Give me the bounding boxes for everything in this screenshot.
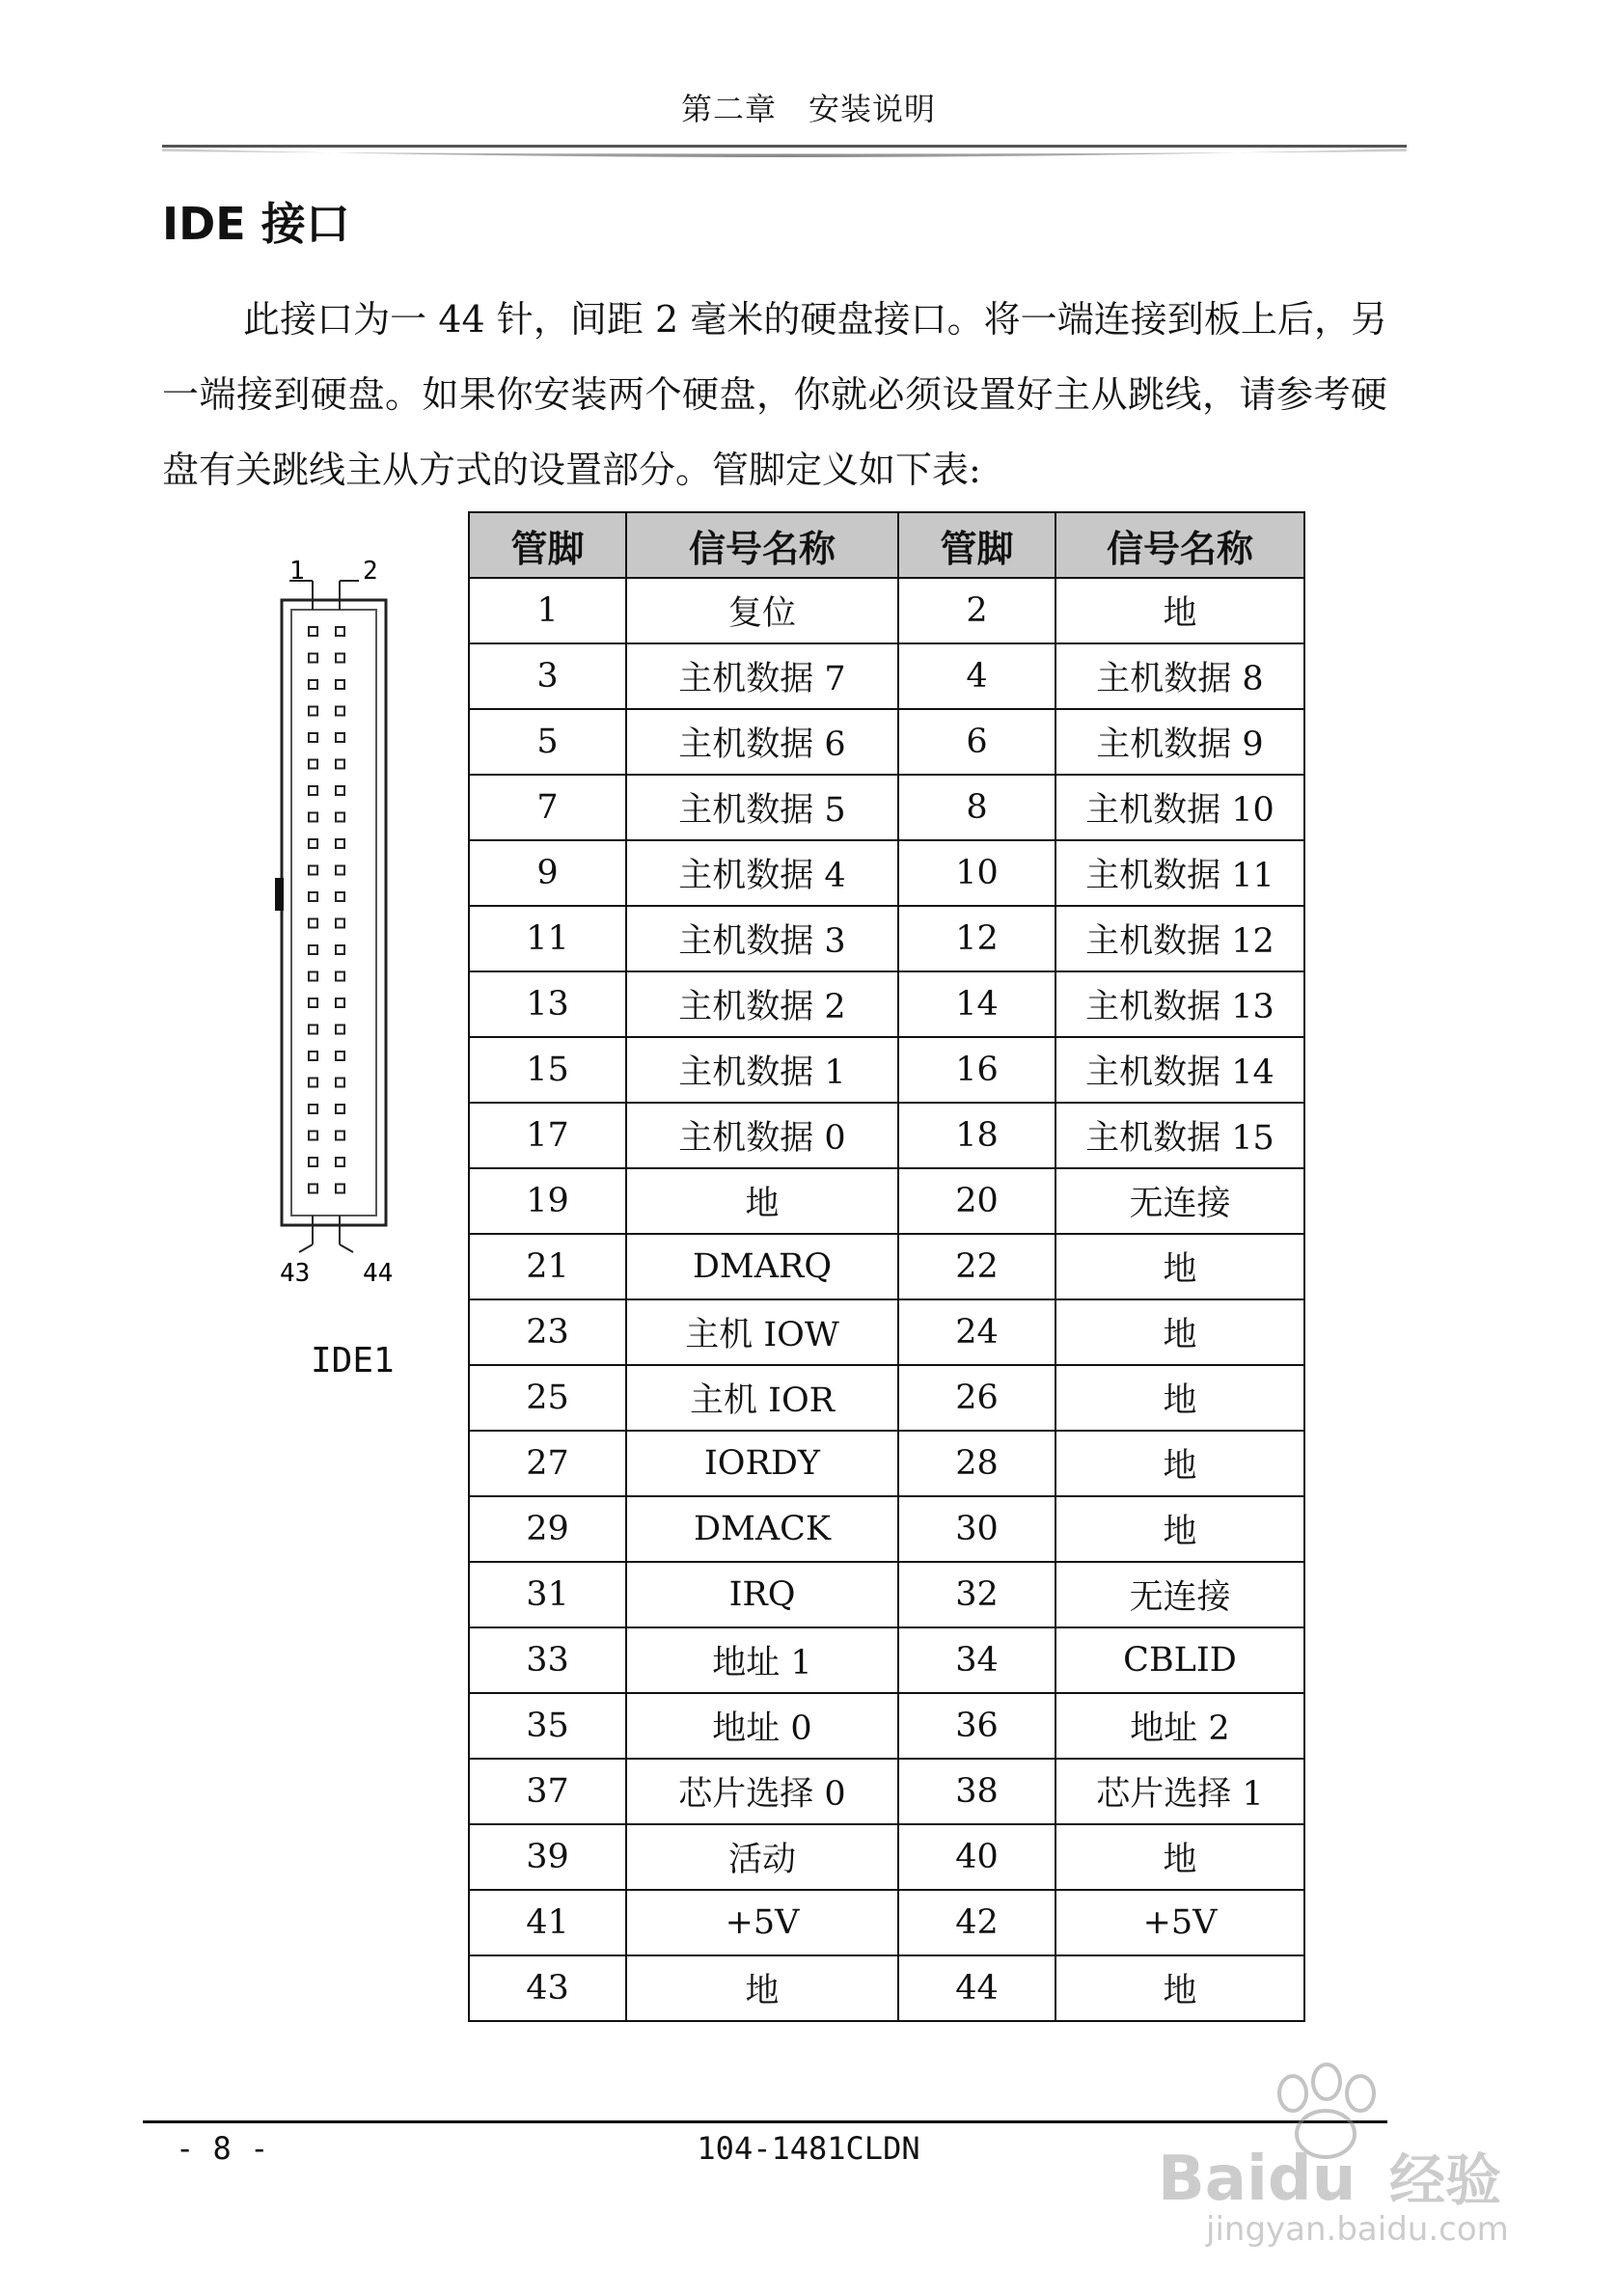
table-row [469,1693,1304,1759]
connector-pin [336,1052,344,1060]
connector-pin [336,945,344,954]
table-row [469,1037,1304,1103]
pin-number-cell: 8 [898,775,1055,840]
pin-number-cell: 19 [469,1168,626,1234]
signal-name-cell: 主机 IOW [626,1299,898,1365]
pin-number-cell: 36 [898,1693,1055,1759]
connector-pin [309,1079,317,1087]
signal-name-cell: 主机数据 13 [1055,971,1304,1037]
signal-name-cell: 地 [1055,1234,1304,1299]
connector-pin [336,813,344,822]
signal-name-cell: 地 [626,1955,898,2021]
connector-pin [336,866,344,875]
connector-pin [309,1132,317,1140]
pin-number-cell: 34 [898,1627,1055,1693]
connector-pin [336,972,344,981]
table-row [469,1168,1304,1234]
connector-pin [309,892,317,901]
header-signal: 信号名称 [626,512,898,578]
connector-pin [309,1105,317,1113]
pin-number-cell: 6 [898,709,1055,775]
connector-pin [336,1185,344,1193]
signal-name-cell: 主机数据 4 [626,840,898,906]
table-row [469,578,1304,643]
signal-name-cell: 主机 IOR [626,1365,898,1431]
table-row [469,775,1304,840]
pin-number-cell: 33 [469,1627,626,1693]
signal-name-cell: 地址 1 [626,1627,898,1693]
signal-name-cell: DMARQ [626,1234,898,1299]
document-code: 104-1481CLDN [697,2130,920,2167]
connector-pin [336,1158,344,1166]
pin-number-cell: 42 [898,1890,1055,1955]
signal-name-cell: 主机数据 8 [1055,643,1304,709]
table-row [469,1496,1304,1562]
connector-pin [309,1052,317,1060]
header-pin: 管脚 [469,512,626,578]
table-row [469,1824,1304,1890]
header-divider [162,143,1407,162]
pin-number-cell: 10 [898,840,1055,906]
pin-number-cell: 24 [898,1299,1055,1365]
signal-name-cell: 地 [1055,1431,1304,1496]
connector-pin [336,1079,344,1087]
ide-connector-diagram [270,560,434,1293]
pin-number-cell: 21 [469,1234,626,1299]
connector-pin [336,733,344,742]
pin-number-cell: 30 [898,1496,1055,1562]
table-body [469,578,1304,2021]
pin-number-cell: 9 [469,840,626,906]
pin-number-cell: 3 [469,643,626,709]
signal-name-cell: 主机数据 11 [1055,840,1304,906]
table-row [469,1627,1304,1693]
connector-pin [309,1185,317,1193]
connector-pin [309,866,317,875]
signal-name-cell: CBLID [1055,1627,1304,1693]
pin-number-cell: 13 [469,971,626,1037]
pin-number-cell: 28 [898,1431,1055,1496]
pin-number-cell: 4 [898,643,1055,709]
signal-name-cell: 主机数据 2 [626,971,898,1037]
connector-pin [309,1158,317,1166]
watermark-brand-suffix: 经验 [1389,2147,1502,2213]
pin-number-cell: 40 [898,1824,1055,1890]
connector-label-1: 1 [289,560,305,586]
connector-pin [336,786,344,795]
signal-name-cell: 地 [1055,1365,1304,1431]
pin-number-cell: 12 [898,906,1055,971]
table-header-row [469,512,1304,578]
signal-name-cell: 主机数据 9 [1055,709,1304,775]
signal-name-cell: 主机数据 3 [626,906,898,971]
connector-pin [336,1132,344,1140]
intro-paragraph-text: 此接口为一 44 针，间距 2 毫米的硬盘接口。将一端连接到板上后，另一端接到硬盘。如果你安装两个硬盘，你就必须设置好主从跳线，请参考硬盘有关跳线主从方式的设置部分。管脚定义如下表: [162,298,1387,491]
signal-name-cell: 地 [1055,1955,1304,2021]
signal-name-cell: 主机数据 0 [626,1103,898,1168]
pin-number-cell: 5 [469,709,626,775]
signal-name-cell: 芯片选择 1 [1055,1759,1304,1824]
connector-pin [336,707,344,716]
connector-pin [309,627,317,636]
watermark-brand: Baidu [1158,2144,1357,2215]
pin-number-cell: 26 [898,1365,1055,1431]
connector-label-44: 44 [363,1259,394,1288]
pin-number-cell: 16 [898,1037,1055,1103]
pin-number-cell: 43 [469,1955,626,2021]
table-row [469,643,1304,709]
table-row [469,1299,1304,1365]
connector-label-2: 2 [363,560,378,586]
pin-number-cell: 17 [469,1103,626,1168]
pin-number-cell: 11 [469,906,626,971]
connector-pin [309,786,317,795]
intro-paragraph [162,282,1387,507]
signal-name-cell: 主机数据 6 [626,709,898,775]
baidu-jingyan-watermark [1148,2055,1534,2248]
table-row [469,709,1304,775]
pin-number-cell: 44 [898,1955,1055,2021]
pin-number-cell: 7 [469,775,626,840]
pin-number-cell: 37 [469,1759,626,1824]
table-row [469,1955,1304,2021]
connector-pin [309,813,317,822]
connector-pin [309,839,317,848]
pin-number-cell: 25 [469,1365,626,1431]
signal-name-cell: 无连接 [1055,1562,1304,1627]
connector-pin [309,654,317,663]
signal-name-cell: DMACK [626,1496,898,1562]
signal-name-cell: 无连接 [1055,1168,1304,1234]
pin-number-cell: 38 [898,1759,1055,1824]
signal-name-cell: 地 [626,1168,898,1234]
pin-number-cell: 2 [898,578,1055,643]
connector-pin [336,1025,344,1034]
connector-pin [336,892,344,901]
table-row [469,1562,1304,1627]
pin-number-cell: 23 [469,1299,626,1365]
pin-number-cell: 32 [898,1562,1055,1627]
table-row [469,1890,1304,1955]
signal-name-cell: 芯片选择 0 [626,1759,898,1824]
connector-pin [336,998,344,1007]
pin-definition-table [468,511,1305,2022]
connector-pin [336,680,344,689]
signal-name-cell: 地 [1055,1299,1304,1365]
pin-number-cell: 31 [469,1562,626,1627]
watermark-site: jingyan.baidu.com [1206,2210,1509,2248]
connector-pin [309,1025,317,1034]
signal-name-cell: 主机数据 14 [1055,1037,1304,1103]
connector-pin [336,919,344,928]
pin-number-cell: 39 [469,1824,626,1890]
page-number: - 8 - [176,2130,269,2167]
table-row [469,971,1304,1037]
pin-number-cell: 41 [469,1890,626,1955]
signal-name-cell: 主机数据 15 [1055,1103,1304,1168]
chapter-header: 第二章 安装说明 [680,91,936,127]
connector-caption: IDE1 [311,1341,395,1380]
connector-pin [336,760,344,769]
signal-name-cell: 复位 [626,578,898,643]
pin-number-cell: 22 [898,1234,1055,1299]
signal-name-cell: +5V [1055,1890,1304,1955]
signal-name-cell: 主机数据 12 [1055,906,1304,971]
connector-pin [336,839,344,848]
pin-number-cell: 20 [898,1168,1055,1234]
section-title: IDE 接口 [162,198,350,250]
pin-number-cell: 14 [898,971,1055,1037]
table-row [469,1759,1304,1824]
connector-pin [309,972,317,981]
signal-name-cell: 地 [1055,1824,1304,1890]
table-row [469,1431,1304,1496]
signal-name-cell: 主机数据 1 [626,1037,898,1103]
connector-pin [309,707,317,716]
pin-number-cell: 18 [898,1103,1055,1168]
signal-name-cell: 主机数据 10 [1055,775,1304,840]
signal-name-cell: 活动 [626,1824,898,1890]
table-row [469,1234,1304,1299]
connector-pin [309,998,317,1007]
signal-name-cell: +5V [626,1890,898,1955]
signal-name-cell: 主机数据 5 [626,775,898,840]
header-pin: 管脚 [898,512,1055,578]
pin-number-cell: 35 [469,1693,626,1759]
signal-name-cell: IRQ [626,1562,898,1627]
table-row [469,1365,1304,1431]
connector-label-43: 43 [280,1259,311,1288]
pin-number-cell: 27 [469,1431,626,1496]
signal-name-cell: 地 [1055,1496,1304,1562]
connector-pin [309,919,317,928]
signal-name-cell: 主机数据 7 [626,643,898,709]
signal-name-cell: 地址 0 [626,1693,898,1759]
connector-pin [309,760,317,769]
header-signal: 信号名称 [1055,512,1304,578]
signal-name-cell: 地址 2 [1055,1693,1304,1759]
signal-name-cell: IORDY [626,1431,898,1496]
connector-pins [309,627,344,1193]
connector-pin [309,733,317,742]
table-row [469,840,1304,906]
connector-pin [336,627,344,636]
pin-number-cell: 15 [469,1037,626,1103]
table-row [469,906,1304,971]
connector-pin [309,680,317,689]
pin-number-cell: 1 [469,578,626,643]
table-row [469,1103,1304,1168]
connector-pin [309,945,317,954]
connector-pin [336,654,344,663]
connector-pin [336,1105,344,1113]
signal-name-cell: 地 [1055,578,1304,643]
pin-number-cell: 29 [469,1496,626,1562]
